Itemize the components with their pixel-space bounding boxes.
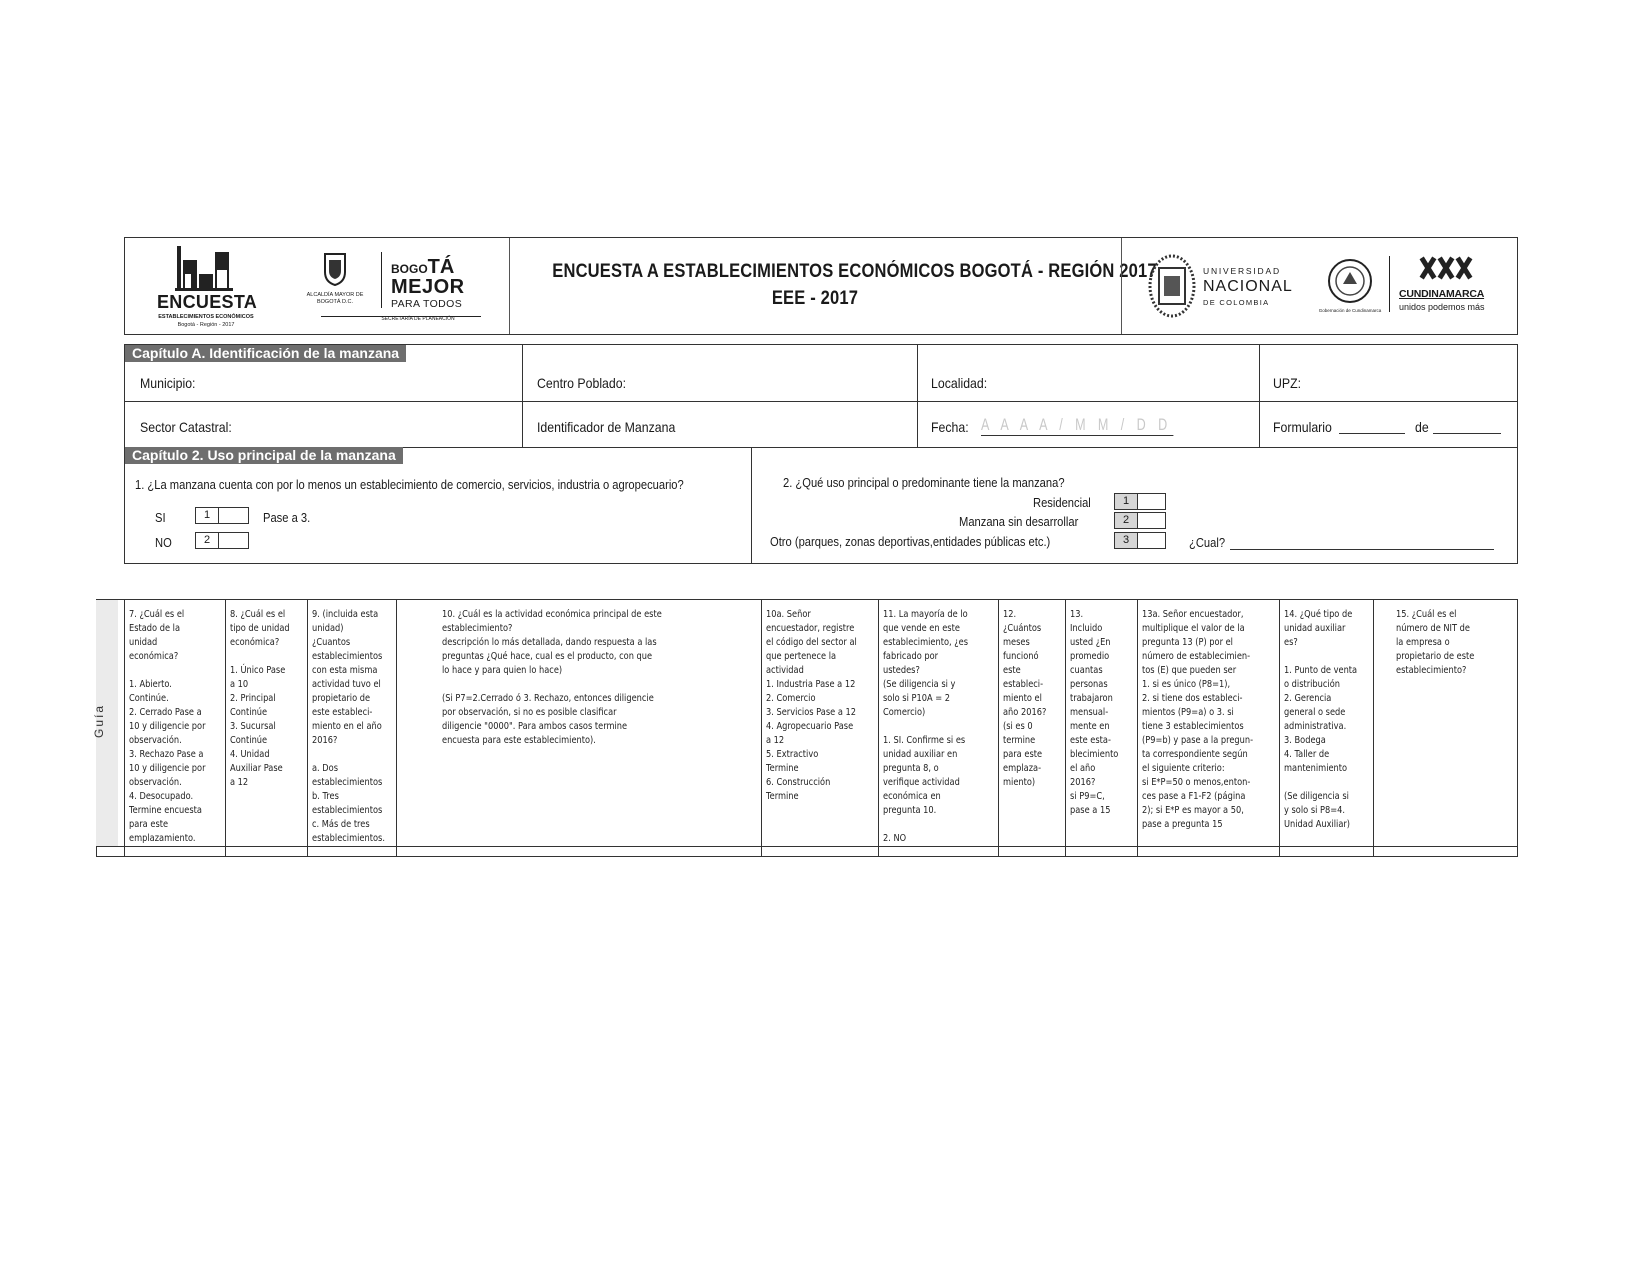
centro-poblado-label[interactable]: Centro Poblado: <box>537 375 627 391</box>
pase-a-3-text: Pase a 3. <box>263 510 311 525</box>
otro-label: Otro (parques, zonas deportivas,entidades públicas etc.) <box>770 534 1051 549</box>
guide-q10a: 10a. Señor encuestador, registre el código del sector al que pertenece la actividad 1. Industria Pase a 12 2. Comercio 3. Servicios Pase a 12 4. Agropecuario Pase a 12 5. Extractivo Termine 6. Construcción Termine <box>766 609 857 802</box>
residencial-code: 1 <box>1115 494 1138 509</box>
guide-col-divider <box>878 600 879 856</box>
guide-q11: 11. La mayoría de lo que vende en este establecimiento, ¿es fabricado por ustedes? (Se diligencia si y solo si P10A = 2 Comercio) 1. SI. Confirme si es unidad auxiliar en pregunta 8, o verifique actividad económica en pregunta 10. 2. NO <box>883 609 969 844</box>
formulario-total-field[interactable] <box>1433 433 1501 434</box>
capitulo-a-title: Capítulo A. Identificación de la manzana <box>125 345 406 362</box>
para-todos-wordmark: PARA TODOS <box>391 298 463 310</box>
residencial-label: Residencial <box>1033 495 1091 510</box>
capitulo-2-divider <box>751 447 752 563</box>
universidad-nacional-logo <box>1147 254 1307 318</box>
si-checkbox[interactable] <box>195 507 249 524</box>
guide-col-divider <box>1517 600 1518 856</box>
alcaldia-logo-text: ALCALDÍA MAYOR DE BOGOTÁ D.C. <box>306 292 364 305</box>
secretaria-underline <box>321 316 481 317</box>
bogota-mejor-logo <box>381 250 481 330</box>
guide-q8: 8. ¿Cuál es el tipo de unidad económica? 1. Único Pase a 10 2. Principal Continúe 3. Sucursal Continúe 4. Unidad Auxiliar Pase a 12 <box>230 609 290 788</box>
survey-title-line1: ENCUESTA A ESTABLECIMIENTOS ECONÓMICOS BOGOTÁ - REGIÓN 2017 <box>552 261 1157 282</box>
cundinamarca-mark-icon <box>1417 254 1477 282</box>
header-divider-right <box>1121 238 1122 334</box>
guide-col-divider <box>998 600 999 856</box>
mejor-wordmark: MEJOR <box>391 276 465 298</box>
encuesta-logo-title: ENCUESTA <box>157 292 258 312</box>
col-divider-3 <box>1259 345 1260 447</box>
header-divider-left <box>509 238 510 334</box>
encuesta-logo-region: Bogotá - Región - 2017 <box>177 322 235 328</box>
formulario-number-field[interactable] <box>1339 433 1405 434</box>
logo-separator <box>381 252 382 308</box>
unal-universidad: UNIVERSIDAD <box>1203 266 1281 276</box>
guia-label-cell <box>92 600 118 846</box>
capitulo-2-section <box>124 447 1518 564</box>
bogota-shield-icon <box>323 252 347 286</box>
guide-table <box>96 599 1518 857</box>
guide-q14: 14. ¿Qué tipo de unidad auxiliar es? 1. Punto de venta o distribución 2. Gerencia general o sede administrativa. 3. Bodega 4. Taller de mantenimiento (Se diligencia si y solo si P8=4. Unidad Auxiliar) <box>1284 609 1358 830</box>
de-label: de <box>1415 419 1429 435</box>
municipio-label[interactable]: Municipio: <box>140 375 196 391</box>
si-code: 1 <box>196 508 219 523</box>
unal-nacional: NACIONAL <box>1203 278 1293 295</box>
cundinamarca-wordmark: CUNDINAMARCA <box>1399 288 1485 300</box>
guide-col-divider <box>225 600 226 856</box>
capitulo-a-row-divider <box>125 401 1517 402</box>
cual-label: ¿Cual? <box>1189 535 1226 550</box>
otro-checkbox[interactable] <box>1114 532 1166 549</box>
localidad-label[interactable]: Localidad: <box>931 375 988 391</box>
cundinamarca-slogan: unidos podemos más <box>1399 302 1485 312</box>
guide-q13a: 13a. Señor encuestador, multiplique el valor de la pregunta 13 (P) por el número de establecimien- tos (E) que pueden ser 1. si es único (P8=1), 2. si tiene dos estableci- mientos (P9=a) o 3. si tiene 3 establecimientos (P9=b) y pase a la pregun- ta correspondiente según el siguiente criterio: si E*P=50 o menos,enton- ces pase a F1-F2 (página 2); si E*P es mayor a 50, pase a pregunta 15 <box>1142 609 1254 830</box>
residencial-checkbox[interactable] <box>1114 493 1166 510</box>
alcaldia-logo <box>305 252 365 312</box>
unal-seal-icon <box>1147 254 1197 318</box>
gobernacion-seal-icon <box>1327 258 1373 304</box>
survey-title-line2: EEE - 2017 <box>771 288 859 309</box>
guia-label: Guía <box>92 703 107 739</box>
sin-desarrollar-checkbox[interactable] <box>1114 512 1166 529</box>
guide-col-divider <box>1065 600 1066 856</box>
guide-col-divider <box>761 600 762 856</box>
encuesta-logo <box>149 244 259 330</box>
identificador-manzana-label[interactable]: Identificador de Manzana <box>537 419 676 435</box>
guide-q9: 9. (incluida esta unidad) ¿Cuantos establecimientos con esta misma actividad tuvo el propietario de este estableci- miento en el año 2016? a. Dos establecimientos b. Tres establecimientos c. Más de tres establecimientos. <box>312 609 385 844</box>
formulario-label: Formulario <box>1273 419 1332 435</box>
unal-colombia: DE COLOMBIA <box>1203 298 1270 307</box>
col-divider-1 <box>522 345 523 447</box>
bogota-big: TÁ <box>427 256 455 278</box>
capitulo-2-title: Capítulo 2. Uso principal de la manzana <box>125 447 403 464</box>
otro-code: 3 <box>1115 533 1138 548</box>
guide-q15: 15. ¿Cuál es el número de NIT de la empresa o propietario de este establecimiento? <box>1396 609 1475 676</box>
sin-desarrollar-label: Manzana sin desarrollar <box>959 514 1079 529</box>
guide-q7: 7. ¿Cuál es el Estado de la unidad económica? 1. Abierto. Continúe. 2. Cerrado Pase a 10 y diligencie por observación. 3. Rechazo Pase a 10 y diligencie por observación. 4. Desocupado. Termine encuesta para este emplazamiento. <box>129 609 206 844</box>
col-divider-2 <box>917 345 918 447</box>
no-checkbox[interactable] <box>195 532 249 549</box>
bogota-small: BOGO <box>391 262 428 276</box>
sector-catastral-label[interactable]: Sector Catastral: <box>140 419 232 435</box>
upz-label[interactable]: UPZ: <box>1273 375 1302 391</box>
survey-title <box>513 258 1157 312</box>
guide-table-bottom-row <box>96 846 1518 856</box>
guide-col-divider <box>1137 600 1138 856</box>
cundinamarca-logo <box>1395 250 1499 322</box>
secretaria-text: SECRETARÍA DE PLANEACIÓN <box>381 316 455 322</box>
guide-q12: 12. ¿Cuántos meses funcionó este estableci- miento el año 2016? (si es 0 termine para este emplaza- miento) <box>1003 609 1047 788</box>
capitulo-a-section <box>124 344 1518 448</box>
fecha-input[interactable]: A A A A / M M / D D <box>981 415 1172 434</box>
fecha-label: Fecha: <box>931 419 969 435</box>
si-label: SI <box>155 510 166 525</box>
gobernacion-text: Gobernación de Cundinamarca <box>1318 308 1382 313</box>
sin-desarrollar-code: 2 <box>1115 513 1138 528</box>
cual-input[interactable] <box>1230 549 1494 550</box>
guide-q10: 10. ¿Cuál es la actividad económica principal de este establecimiento? descripción lo más detallada, dando respuesta a las preguntas ¿Qué hace, cual es el producto, con que lo hace y para quien lo hace) (Si P7=2.Cerrado ó 3. Rechazo, entonces diligencie por observación, si no es posible clasificar diligencie "0000". Para ambos casos termine encuesta para este establecimiento). <box>442 609 662 746</box>
guide-q13: 13. Incluido usted ¿En promedio cuantas personas trabajaron mensual- mente en este esta- blecimiento el año 2016? si P9=C, pase a 15 <box>1070 609 1119 816</box>
cundinamarca-separator <box>1389 256 1390 312</box>
question-1-text: 1. ¿La manzana cuenta con por lo menos un establecimiento de comercio, servicios, industria o agropecuario? <box>135 477 684 492</box>
gobernacion-logo <box>1315 258 1385 318</box>
encuesta-bars-icon <box>149 244 259 292</box>
no-code: 2 <box>196 533 219 548</box>
encuesta-logo-subtitle: ESTABLECIMIENTOS ECONÓMICOS <box>158 314 254 320</box>
guide-col-divider <box>124 600 125 856</box>
survey-header <box>124 237 1518 335</box>
question-2-text: 2. ¿Qué uso principal o predominante tiene la manzana? <box>783 475 1065 490</box>
guide-col-divider <box>1279 600 1280 856</box>
no-label: NO <box>155 535 172 550</box>
